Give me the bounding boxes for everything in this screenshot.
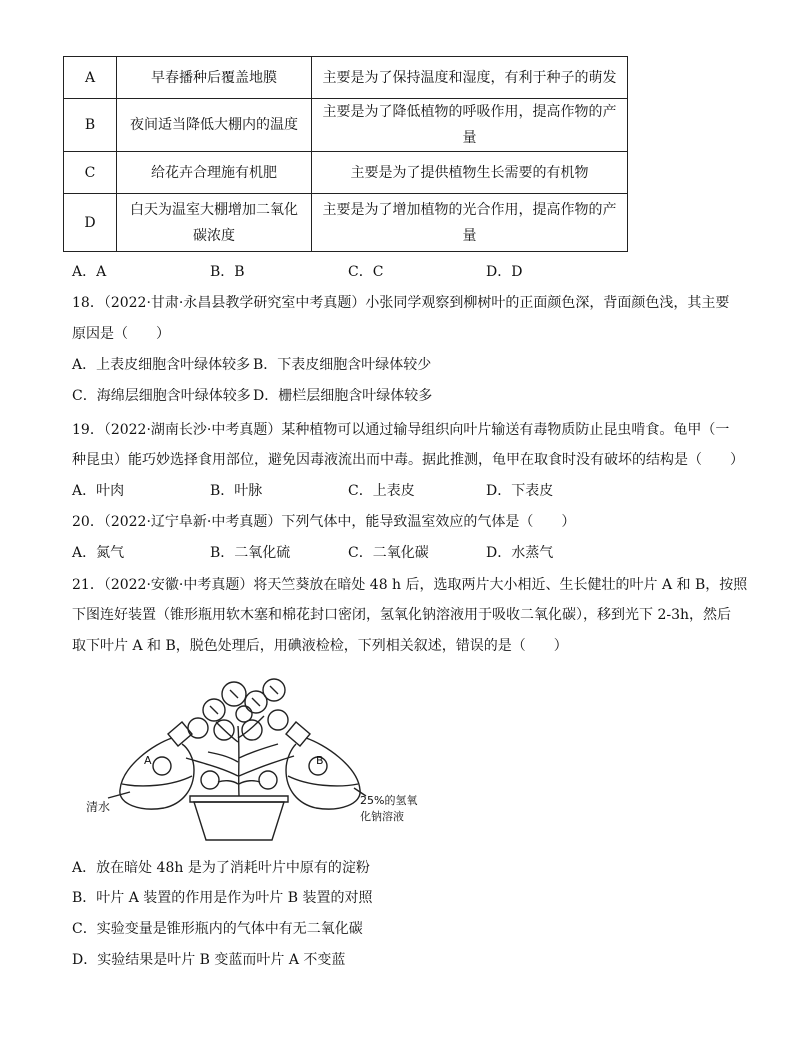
q21-option-d: D．实验结果是叶片 B 变蓝而叶片 A 不变蓝 [72, 952, 346, 968]
row-letter: C [64, 152, 117, 194]
row-letter: A [64, 57, 117, 99]
row-letter: D [64, 194, 117, 252]
row-action: 早春播种后覆盖地膜 [117, 57, 312, 99]
q18-option-d: D．栅栏层细胞含叶绿体较多 [253, 388, 433, 404]
q20-option-b: B．二氧化硫 [210, 545, 291, 561]
q19-option-b: B．叶脉 [210, 483, 263, 499]
row-action [117, 194, 312, 252]
q18-stem-line2: 原因是（ ） [72, 326, 170, 342]
q19-stem-line2: 种昆虫）能巧妙选择食用部位，避免因毒液流出而中毒。据此推测，龟甲在取食时没有破坏的结构是（ ） [72, 452, 744, 468]
q19-option-d: D．下表皮 [486, 483, 554, 499]
row-reason: 主要是为了保持温度和湿度，有利于种子的萌发 [312, 57, 628, 99]
q18-options-row2 [72, 386, 434, 406]
label-naoh-line2: 化钠溶液 [360, 810, 404, 823]
label-leaf-b: B [316, 754, 324, 767]
row-reason: 主要是为了降低植物的呼吸作用，提高作物的产量 [312, 99, 628, 152]
q18-option-b: B．下表皮细胞含叶绿体较少 [253, 357, 432, 373]
q21-stem-line3: 取下叶片 A 和 B，脱色处理后，用碘液检检，下列相关叙述，错误的是（ ） [72, 638, 568, 654]
q20-option-d: D．水蒸气 [486, 545, 554, 561]
q19-options [72, 481, 624, 501]
q18-option-c: C．海绵层细胞含叶绿体较多 [72, 388, 251, 404]
q20-options [72, 543, 624, 563]
q21-option-a: A．放在暗处 48h 是为了消耗叶片中原有的淀粉 [72, 860, 370, 876]
row-reason: 主要是为了增加植物的光合作用，提高作物的产量 [312, 194, 628, 252]
q17-option-d: D．D [486, 264, 523, 280]
q21-option-b: B．叶片 A 装置的作用是作为叶片 B 装置的对照 [72, 890, 373, 906]
table-row [64, 99, 628, 152]
experiment-figure [82, 672, 432, 844]
q18-option-a: A．上表皮细胞含叶绿体较多 [72, 357, 251, 373]
q21-stem-line1: 21．（2022·安徽·中考真题）将天竺葵放在暗处 48 h 后，选取两片大小相近、生长健壮的叶片 A 和 B，按照 [72, 577, 748, 593]
q20-stem: 20．（2022·辽宁阜新·中考真题）下列气体中，能导致温室效应的气体是（ ） [72, 514, 576, 530]
q19-option-a: A．叶肉 [72, 483, 125, 499]
table-row [64, 152, 628, 194]
row-action: 夜间适当降低大棚内的温度 [117, 99, 312, 152]
label-clear-water: 清水 [86, 800, 111, 814]
q19-stem-line1: 19．（2022·湖南长沙·中考真题）某种植物可以通过输导组织向叶片输送有毒物质防止昆虫啃食。龟甲（一 [72, 422, 730, 438]
label-leaf-a: A [144, 754, 152, 767]
q21-stem-line2: 下图连好装置（锥形瓶用软木塞和棉花封口密闭，氢氧化钠溶液用于吸收二氧化碳），移到光下 2-3h，然后 [72, 607, 732, 623]
option-table [63, 56, 628, 252]
q20-option-a: A．氮气 [72, 545, 125, 561]
row-action-line2: 碳浓度 [193, 227, 235, 244]
row-reason: 主要是为了提供植物生长需要的有机物 [312, 152, 628, 194]
q18-stem-line1: 18．（2022·甘肃·永昌县教学研究室中考真题）小张同学观察到柳树叶的正面颜色深，背面颜色浅，其主要 [72, 295, 730, 311]
q20-option-c: C．二氧化碳 [348, 545, 429, 561]
q17-option-a: A．A [72, 264, 107, 280]
q19-option-c: C．上表皮 [348, 483, 415, 499]
q17-option-c: C．C [348, 264, 384, 280]
q21-option-c: C．实验变量是锥形瓶内的气体中有无二氧化碳 [72, 921, 363, 937]
q18-options-row1 [72, 355, 434, 375]
table-row [64, 57, 628, 99]
label-naoh-line1: 25%的氢氧 [360, 794, 418, 807]
row-letter: B [64, 99, 117, 152]
q17-options [72, 262, 624, 282]
q17-option-b: B．B [210, 264, 245, 280]
table-row [64, 194, 628, 252]
row-action: 给花卉合理施有机肥 [117, 152, 312, 194]
row-action-line1: 白天为温室大棚增加二氧化 [130, 201, 298, 218]
